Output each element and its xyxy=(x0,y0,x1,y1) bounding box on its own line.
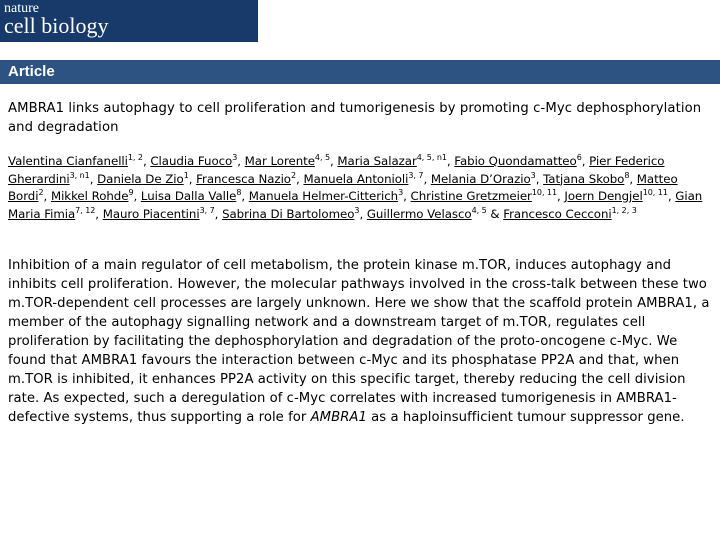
journal-logo-line2: cell biology xyxy=(4,13,109,38)
author-entry xyxy=(103,207,215,221)
author-entry xyxy=(564,189,667,203)
author-affiliation: 8 xyxy=(236,188,242,198)
author-name-link[interactable]: Manuela Helmer-Citterich xyxy=(248,189,399,204)
author-affiliation: 4, 5, n1 xyxy=(416,153,447,163)
author-affiliation: 3 xyxy=(232,153,238,163)
author-affiliation: 3 xyxy=(354,205,360,215)
author-entry xyxy=(337,154,446,168)
author-affiliation: 2 xyxy=(290,170,297,180)
author-affiliation: 9 xyxy=(128,188,134,198)
author-affiliation: 6 xyxy=(576,153,582,163)
author-name-link[interactable]: Joern Dengjel xyxy=(564,189,643,204)
article-title: AMBRA1 links autophagy to cell proliferation and tumorigenesis by promoting c-Myc dephosphorylation and degradation xyxy=(8,101,702,135)
author-name-link[interactable]: Claudia Fuoco xyxy=(150,154,233,168)
abstract xyxy=(8,256,714,427)
author-list: Valentina Cianfanelli$^{1, 2}$, Claudia Fuoco$^3$, Mar Lorente$^{4, 5}$, Maria Salazar$^{4, 5, n1}$, Fabio Quondamatteo$^6$, Pier Federico Gherardini$^{3, n1}$, Daniela De Zio$^1$, Francesca Nazio$^2$, Manuela Antonioli$^{3, 7}$, Melania D’Orazio$^3$, Tatjana Skobo$^8$, Matteo Bordi$^2$, Mikkel Rohde$^9$, Luisa Dalla Valle$^8$, Manuela Helmer-Citterich$^3$, Christine Gretzmeier$^{10, 11}$, Joern Dengjel$^{10, 11}$, Gian Maria Fimia$^{7, 12}$, Mauro Piacentini$^{3, 7}$, Sabrina Di Bartolomeo$^3$, Guillermo Velasco$^{4, 5}$ & Francesco Cecconi$^{1, 2, 3}$ xyxy=(8,153,703,221)
author-entry xyxy=(411,189,557,203)
author-affiliation: 3, 7 xyxy=(199,205,215,215)
author-entry xyxy=(97,172,189,186)
author-affiliation: 1 xyxy=(183,170,189,180)
abstract-text-end: as a haploinsufficient tumour suppressor gene. xyxy=(366,410,685,425)
author-affiliation: 1, 2, 3 xyxy=(611,205,637,215)
author-entry xyxy=(543,172,629,186)
author-name-link[interactable]: Valentina Cianfanelli xyxy=(8,154,128,168)
author-entry xyxy=(51,189,134,203)
author-affiliation: 3, n1 xyxy=(69,170,90,180)
author-affiliation: 10, 11 xyxy=(531,188,558,198)
author-name-link[interactable]: Guillermo Velasco xyxy=(366,206,472,221)
author-name-link[interactable]: Gian Maria Fimia xyxy=(8,189,703,221)
author-name-link[interactable]: Manuela Antonioli xyxy=(303,171,409,186)
author-affiliation: 7, 12 xyxy=(75,205,96,215)
author-name-link[interactable]: Francesco Cecconi xyxy=(503,206,612,221)
author-entry xyxy=(367,207,487,221)
article-type-band xyxy=(0,60,720,84)
author-affiliation: 4, 5 xyxy=(471,205,487,215)
author-entry xyxy=(454,154,581,168)
author-name-link[interactable]: Pier Federico Gherardini xyxy=(8,154,665,186)
author-name-link[interactable]: Fabio Quondamatteo xyxy=(454,154,577,168)
abstract-gene-name: AMBRA1 xyxy=(310,410,367,425)
author-entry xyxy=(431,172,536,186)
author-affiliation: 4, 5 xyxy=(314,153,330,163)
author-affiliation: 3 xyxy=(530,170,536,180)
author-name-link[interactable]: Francesca Nazio xyxy=(196,171,291,186)
author-entry xyxy=(196,172,296,186)
journal-logo[interactable] xyxy=(0,0,258,42)
author-affiliation: 3 xyxy=(398,188,404,198)
author-entry xyxy=(503,207,637,221)
author-entry xyxy=(222,207,359,221)
author-name-link[interactable]: Mauro Piacentini xyxy=(102,206,200,221)
author-name-link[interactable]: Mikkel Rohde xyxy=(50,189,129,204)
author-entry xyxy=(303,172,423,186)
author-name-link[interactable]: Matteo Bordi xyxy=(8,171,678,204)
author-entry xyxy=(8,154,143,168)
author-affiliation: 8 xyxy=(624,170,630,180)
article-type-label: Article xyxy=(8,63,55,80)
author-name-link[interactable]: Sabrina Di Bartolomeo xyxy=(222,206,355,221)
abstract-text: Inhibition of a main regulator of cell metabolism, the protein kinase m.TOR, induces autophagy and inhibits cell proliferation. However, the molecular pathways involved in the cross-talk between these two m.TOR-dependent cell processes are largely unknown. Here we show that the scaffold protein AMBRA1, a member of the autophagy signalling network and a downstream target of m.TOR, regulates cell proliferation by facilitating the dephosphorylation and degradation of the proto-oncogene c-Myc. We found that AMBRA1 favours the interaction between c-Myc and its phosphatase PP2A and that, when m.TOR is inhibited, it enhances PP2A activity on this specific target, thereby reducing the cell division rate. As expected, such a deregulation of c-Myc correlates with increased tumorigenesis in AMBRA1-defective systems, thus supporting a role for xyxy=(8,258,710,425)
author-entry xyxy=(249,189,403,203)
author-name-link[interactable]: Christine Gretzmeier xyxy=(410,189,532,204)
author-entry xyxy=(141,189,241,203)
author-name-link[interactable]: Melania D’Orazio xyxy=(430,171,531,186)
author-name-link[interactable]: Daniela De Zio xyxy=(97,171,184,186)
author-name-link[interactable]: Mar Lorente xyxy=(244,154,315,168)
author-name-link[interactable]: Luisa Dalla Valle xyxy=(140,189,237,204)
author-name-link[interactable]: Maria Salazar xyxy=(337,154,417,168)
author-entry xyxy=(150,154,237,168)
author-affiliation: 10, 11 xyxy=(642,188,668,198)
author-affiliation: 3, 7 xyxy=(408,170,424,180)
journal-logo-line1: nature xyxy=(4,1,39,16)
author-entry xyxy=(245,154,330,168)
author-name-link[interactable]: Tatjana Skobo xyxy=(543,171,625,186)
author-affiliation: 2 xyxy=(38,188,44,198)
author-affiliation: 1, 2 xyxy=(127,153,143,163)
